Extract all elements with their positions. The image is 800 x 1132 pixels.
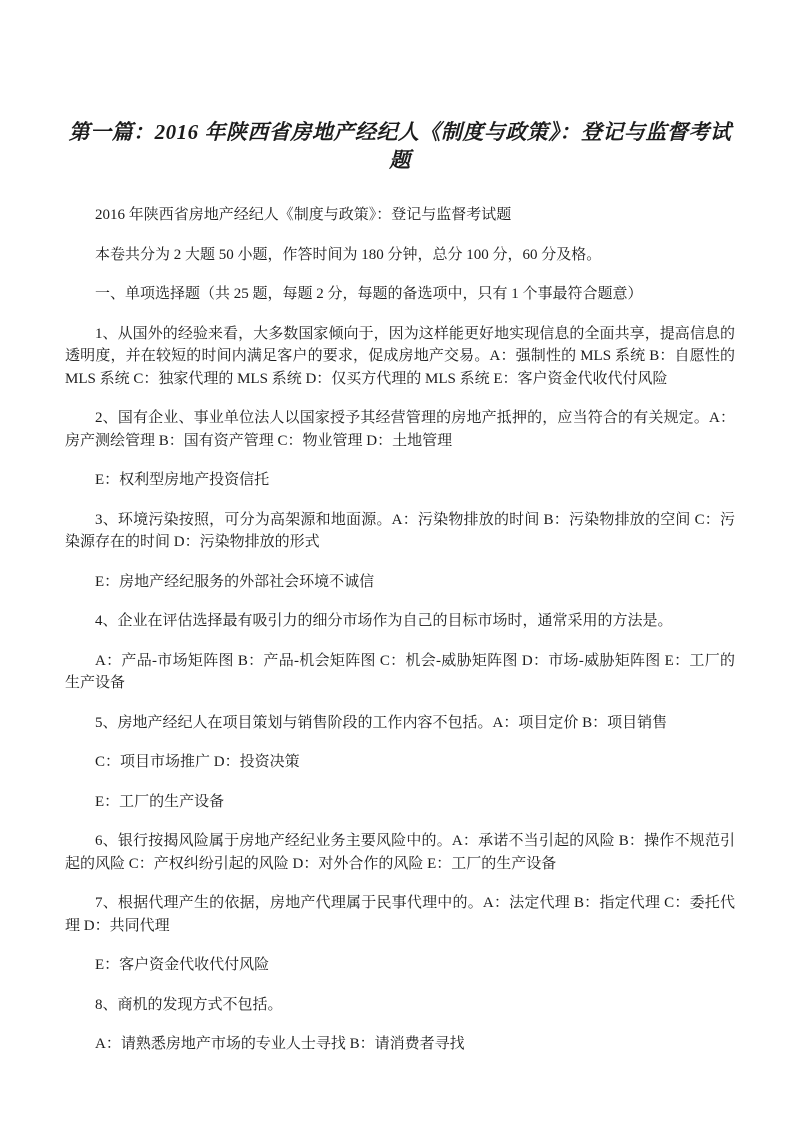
question-4-options: A：产品-市场矩阵图 B：产品-机会矩阵图 C：机会-威胁矩阵图 D：市场-威胁矩阵图 E：工厂的生产设备: [65, 652, 735, 691]
question-8-options-ab: A：请熟悉房地产市场的专业人士寻找 B：请消费者寻找: [95, 1036, 465, 1052]
exam-summary: 本卷共分为 2 大题 50 小题，作答时间为 180 分钟，总分 100 分，60 分及格。: [95, 246, 602, 263]
question-6: 6、银行按揭风险属于房地产经纪业务主要风险中的。A：承诺不当引起的风险 B：操作不规范引起的风险 C：产权纠纷引起的风险 D：对外合作的风险 E：工厂的生产设备: [65, 833, 735, 872]
question-2-option-e: E：权利型房地产投资信托: [95, 472, 270, 488]
question-1: 1、从国外的经验来看，大多数国家倾向于，因为这样能更好地实现信息的全面共享，提高信息的透明度，并在较短的时间内满足客户的要求，促成房地产交易。A：强制性的 MLS 系统 B：自愿性的 MLS 系统 C：独家代理的 MLS 系统 D：仅买方代理的 MLS 系统 E：客户资金代收代付风险: [65, 325, 735, 387]
doc-subtitle: 2016 年陕西省房地产经纪人《制度与政策》：登记与监督考试题: [95, 207, 512, 223]
question-4: 4、企业在评估选择最有吸引力的细分市场作为自己的目标市场时，通常采用的方法是。: [95, 613, 673, 629]
question-7: 7、根据代理产生的依据，房地产代理属于民事代理中的。A：法定代理 B：指定代理 C：委托代理 D：共同代理: [65, 895, 735, 934]
question-2: 2、国有企业、事业单位法人以国家授予其经营管理的房地产抵押的，应当符合的有关规定。A：房产测绘管理 B：国有资产管理 C：物业管理 D：土地管理: [65, 410, 735, 449]
question-5: 5、房地产经纪人在项目策划与销售阶段的工作内容不包括。A：项目定价 B：项目销售: [95, 714, 668, 731]
question-8: 8、商机的发现方式不包括。: [95, 996, 283, 1013]
question-5-option-e: E：工厂的生产设备: [95, 793, 225, 810]
question-7-option-e: E：客户资金代收代付风险: [95, 957, 270, 973]
question-3: 3、环境污染按照，可分为高架源和地面源。A：污染物排放的时间 B：污染物排放的空间 C：污染源存在的时间 D：污染物排放的形式: [65, 511, 735, 550]
question-5-options-cd: C：项目市场推广 D：投资决策: [95, 754, 300, 770]
section-1-heading: 一、单项选择题（共 25 题，每题 2 分，每题的备选项中，只有 1 个事最符合题意）: [95, 286, 643, 302]
question-3-option-e: E：房地产经纪服务的外部社会环境不诚信: [95, 573, 375, 590]
doc-title: 第一篇：2016 年陕西省房地产经纪人《制度与政策》：登记与监督考试题: [68, 120, 732, 172]
